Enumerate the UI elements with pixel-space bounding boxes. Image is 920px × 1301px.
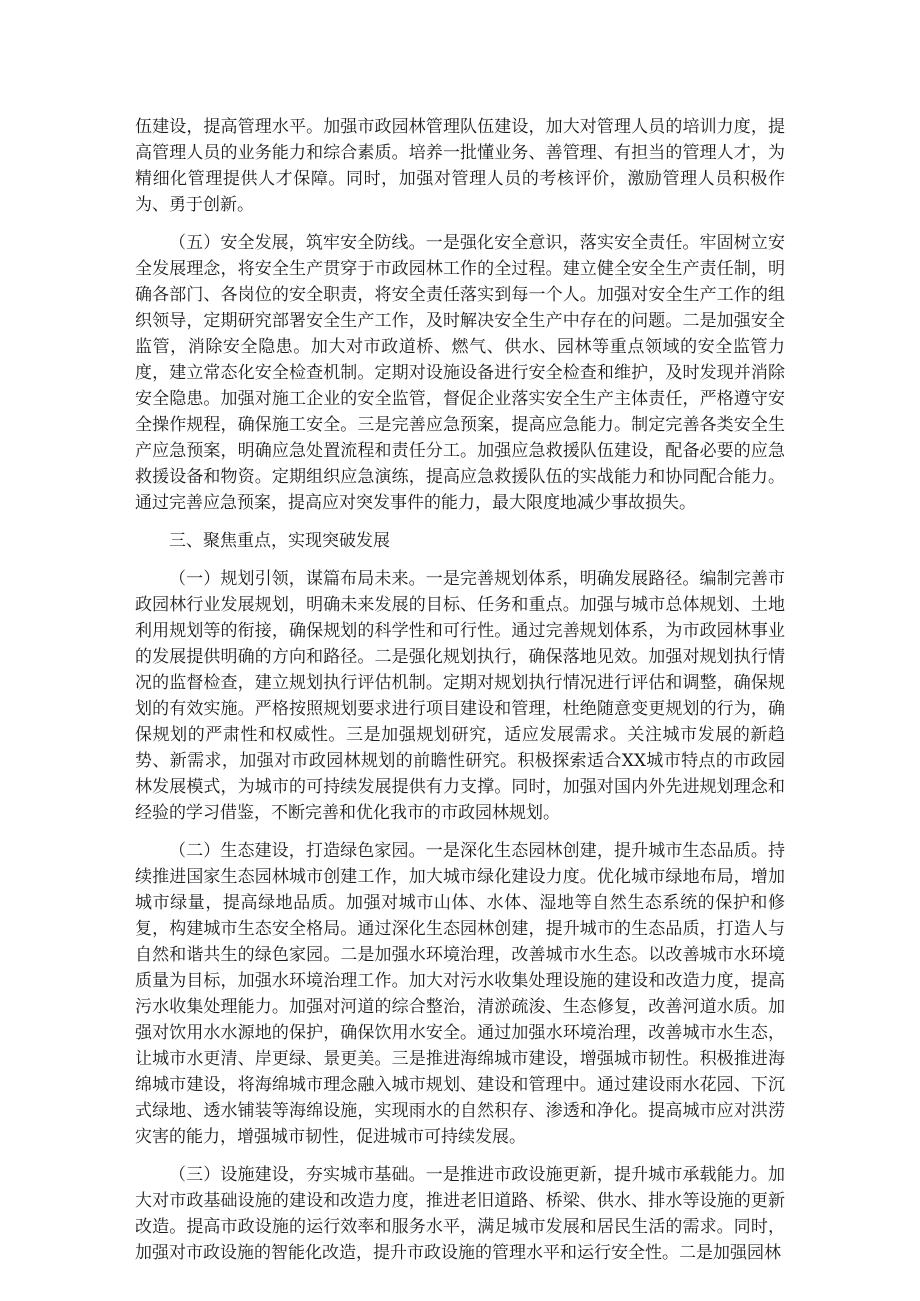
paragraph-management-team: 伍建设，提高管理水平。加强市政园林管理队伍建设，加大对管理人员的培训力度，提高管理人员的业务能力和综合素质。培养一批懂业务、善管理、有担当的管理人才，为精细化管理提供人才保障。同时，加强对管理人员的考核评价，激励管理人员积极作为、勇于创新。 (135, 117, 785, 215)
paragraph-ecological-construction: （二）生态建设，打造绿色家园。一是深化生态园林创建，提升城市生态品质。持续推进国家生态园林城市创建工作，加大城市绿化建设力度。优化城市绿地布局，增加城市绿量，提高绿地品质。加强对城市山体、水体、湿地等自然生态系统的保护和修复，构建城市生态安全格局。通过深化生态园林创建，提升城市的生态品质，打造人与自然和谐共生的绿色家园。二是加强水环境治理，改善城市水生态。以改善城市水环境质量为目标，加强水环境治理工作。加大对污水收集处理设施的建设和改造力度，提高污水收集处理能力。加强对河道的综合整治，清淤疏浚、生态修复，改善河道水质。加强对饮用水水源地的保护，确保饮用水安全。通过加强水环境治理，改善城市水生态，让城市水更清、岸更绿、景更美。三是推进海绵城市建设，增强城市韧性。积极推进海绵城市建设，将海绵城市理念融入城市规划、建设和管理中。通过建设雨水花园、下沉式绿地、透水铺装等海绵设施，实现雨水的自然积存、渗透和净化。提高城市应对洪涝灾害的能力，增强城市韧性，促进城市可持续发展。 (135, 841, 785, 1147)
paragraph-facility-construction: （三）设施建设，夯实城市基础。一是推进市政设施更新，提升城市承载能力。加大对市政基础设施的建设和改造力度，推进老旧道路、桥梁、供水、排水等设施的更新改造。提高市政设施的运行效率和服务水平，满足城市发展和居民生活的需求。同时，加强对市政设施的智能化改造，提升市政设施的管理水平和运行安全性。二是加强园林 (135, 1165, 785, 1263)
section-heading-focus-breakthrough: 三、聚焦重点，实现突破发展 (169, 531, 390, 551)
paragraph-planning-guidance: （一）规划引领，谋篇布局未来。一是完善规划体系，明确发展路径。编制完善市政园林行业发展规划，明确未来发展的目标、任务和重点。加强与城市总体规划、土地利用规划等的衔接，确保规划的科学性和可行性。通过完善规划体系，为市政园林事业的发展提供明确的方向和路径。二是强化规划执行，确保落地见效。加强对规划执行情况的监督检查，建立规划执行评估机制。定期对规划执行情况进行评估和调整，确保规划的有效实施。严格按照规划要求进行项目建设和管理，杜绝随意变更规划的行为，确保规划的严肃性和权威性。三是加强规划研究，适应发展需求。关注城市发展的新趋势、新需求，加强对市政园林规划的前瞻性研究。积极探索适合XX城市特点的市政园林发展模式，为城市的可持续发展提供有力支撑。同时，加强对国内外先进规划理念和经验的学习借鉴，不断完善和优化我市的市政园林规划。 (135, 569, 785, 823)
paragraph-safety-development: （五）安全发展，筑牢安全防线。一是强化安全意识，落实安全责任。牢固树立安全发展理念，将安全生产贯穿于市政园林工作的全过程。建立健全安全生产责任制，明确各部门、各岗位的安全职责，将安全责任落实到每一个人。加强对安全生产工作的组织领导，定期研究部署安全生产工作，及时解决安全生产中存在的问题。二是加强安全监管，消除安全隐患。加大对市政道桥、燃气、供水、园林等重点领域的安全监管力度，建立常态化安全检查机制。定期对设施设备进行安全检查和维护，及时发现并消除安全隐患。加强对施工企业的安全监管，督促企业落实安全生产主体责任，严格遵守安全操作规程，确保施工安全。三是完善应急预案，提高应急能力。制定完善各类安全生产应急预案，明确应急处置流程和责任分工。加强应急救援队伍建设，配备必要的应急救援设备和物资。定期组织应急演练，提高应急救援队伍的实战能力和协同配合能力。通过完善应急预案，提高应对突发事件的能力，最大限度地减少事故损失。 (135, 233, 785, 513)
document-page (135, 114, 785, 1278)
